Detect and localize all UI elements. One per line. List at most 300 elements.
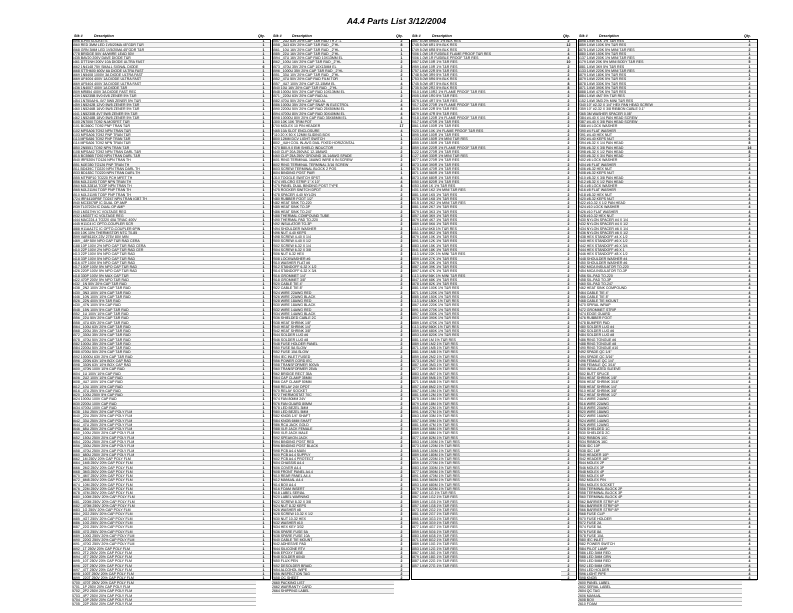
table-row: 6113 1/4W 180K 1% T&R RES [411,299,561,303]
qty-cell: 2 [394,431,409,435]
table-row: 4735 5.0W 2R2 5% BLK RES [411,86,561,90]
qty-cell: 2 [394,521,409,525]
qty-cell: 2 [561,124,576,128]
table-row: 4891 1/4W 270K 1% T&R RES [411,308,561,312]
qty-cell: 1 [256,90,271,94]
qty-cell: 2 [394,65,409,69]
qty-cell: 2 [561,282,576,286]
qty-cell: 2 [394,508,409,512]
qty-cell: 1 [256,94,271,98]
table-row: 5687 _22G 250V 20% CAP POLY FLM [72,525,256,529]
table-row: 4887 1/4W 3M3 1% T&R RES [411,363,561,367]
qty-cell: 2 [561,222,576,226]
table-row: 5693 _2T2 250V 20% CAP POLY FLM [72,551,256,555]
qty-cell: 1 [256,48,271,52]
table-row: 4889 1/4W 5K6 1% T&R RES [411,222,561,226]
qty-cell: 4 [742,478,757,482]
qty-cell: 4 [394,180,409,184]
table-row: 5430 _3N3 100V 10% CAP T&R RAD [72,291,256,295]
qty-cell: 4 [394,112,409,116]
qty-cell: 2 [561,530,576,534]
qty-cell: 2 [561,487,576,491]
table-row: 4867 1/4W 220K 1% T&R RES [411,303,561,307]
table-row: 2478 SPACER 4-40 NYLON [272,193,394,197]
table-row: 6454 1N750A/HL 4V7 5W5 ZENER 5% T&R [72,99,256,103]
qty-cell: 1 [256,321,271,325]
table-row: 4857 1/4W 39M 1% T&R RES [411,419,561,423]
qty-cell: 1 [256,547,271,551]
qty-cell: 1 [256,495,271,499]
table-row: 2586 LED 3MM RED [578,551,742,555]
table-row: 2398 #6-32 X 1/2 PAN HEAD [578,150,742,154]
qty-cell: 8 [561,82,576,86]
qty-cell: 2 [561,547,576,551]
qty-cell: 2 [394,500,409,504]
table-row: 6932 LM337T IC VOLTAGE REG [72,214,256,218]
table-row: 4857 1/4W 27G 1% T&R RES [411,564,561,568]
qty-cell: 2 [394,436,409,440]
qty-cell: 2 [394,282,409,286]
qty-cell: 4 [742,508,757,512]
qty-cell: 1 [394,77,409,81]
qty-cell: 2 [561,73,576,77]
qty-cell: 2 [394,265,409,269]
qty-cell: 1 [256,239,271,243]
table-row: 2388 #4 LOCK WASHER [578,124,742,128]
col2-qty [394,39,409,581]
table-row: 4859 1/4W 270M 1% T&R RES [411,461,561,465]
table-row: 5103 MPSA06 TO92 PNP TRAN T&R [72,133,256,137]
table-row: 2486 HEAT SINK TO-247 [272,210,394,214]
table-row: 2522 WIRE 16AWG [578,414,742,418]
qty-cell: 1 [256,167,271,171]
table-row: 4883 1/4W 4M7 1% T&R RES [411,372,561,376]
table-row: 5571 _220U 63V 20% CAP RAD AL [272,94,394,98]
qty-cell: 2 [561,419,576,423]
table-row: 4877 1/4W 390M 1% T&R RES [411,470,561,474]
qty-cell: 4 [742,542,757,546]
qty-cell: 4 [742,282,757,286]
table-row: 5410 22P 100V 2% NPO CAP T&R RAD CER [72,248,256,252]
qty-cell: 2 [394,193,409,197]
qty-cell: 4 [742,286,757,290]
table-row: 5640 _22U 250V 20% CAP POLY FLM [72,414,256,418]
table-row: 2530 WIRE 18AWG BLACK [272,303,394,307]
table-row: 5678 _47M 250V 20% CAP POLY FLM [72,491,256,495]
qty-cell: 1 [256,214,271,218]
qty-cell: 10 [561,60,576,64]
table-row: 5642 _33U 250V 20% CAP POLY FLM [72,419,256,423]
qty-cell: 2 [561,559,576,563]
table-row: 4877 1/4W 4G7 1% T&R RES [411,525,561,529]
table-row: 3800 12MM DCV LIGHT SWITCH [272,137,394,141]
table-row: 2474 EDGE GUARD [578,312,742,316]
qty-cell: 2 [561,210,576,214]
table-row: 4887 1/4W 22G 1% T&R RES [411,559,561,563]
table-row: 2590 XLR JACK MALE [272,431,394,435]
qty-cell: 2 [561,474,576,478]
table-row: 2570 FUSE HOLDER [578,517,742,521]
qty-cell: 1 [256,372,271,376]
qty-cell: 2 [394,427,409,431]
qty-cell: 2 [561,265,576,269]
qty-cell: 12 [561,43,576,47]
table-row: 4879 1/4W 220K 5% T&R RES [578,77,742,81]
table-row: 2530 SHIELDED 2C [578,431,742,435]
table-row: 4873 1/4W 2G2 1% T&R RES [411,508,561,512]
qty-cell: 4 [742,453,757,457]
table-row: 2576 FAN GUARD 80MM [272,402,394,406]
qty-cell: 2 [394,321,409,325]
qty-cell: 4 [742,299,757,303]
qty-cell: 4 [742,363,757,367]
table-row: 2580 LED BEZEL 5MM [272,410,394,414]
table-row: 5432 _1N 50V 20% CAP T&R RAD [72,282,256,286]
table-row: 4959 1/4W 10R 1% T&R RES [411,65,561,69]
qty-cell: 4 [742,504,757,508]
table-row: 6939 TL072CN IC DUAL OP AMP [72,205,256,209]
table-row: 4849 1/4W 22R 5% T&R RES [411,107,561,111]
table-row: 3802 _4UH COIL IN-AVG DIAL FIXED HORIZONTAL [272,141,394,145]
qty-cell: 2 [394,210,409,214]
col1-qty-header: Qty. [258,34,265,38]
qty-cell: 1 [256,559,271,563]
table-row: 5606 _2U2 100V 10% CAP RAD [72,376,256,380]
table-row: 5674 _10M 250V 20% CAP POLY FLM [72,483,256,487]
qty-cell: 2 [561,112,576,116]
table-row: 5656 _330U 250V 20% CAP POLY FLM [72,444,256,448]
qty-cell: 1 [256,129,271,133]
qty-cell: 4 [742,568,757,572]
table-row: 5604 _1U 100V 10% CAP RAD [72,372,256,376]
table-row: 4871 1/4W 120K 1% T&R RES [411,291,561,295]
table-row: 4889 1/4W 1G5 1% T&R RES [411,500,561,504]
table-row: 2446 HEX STANDOFF #8 X 1/2 [578,252,742,256]
qty-cell: 4 [742,385,757,389]
qty-cell: 2 [394,252,409,256]
table-row: 4749 5.0W 6R8 5% BLK RES [411,48,561,52]
qty-cell: 2 [561,163,576,167]
qty-cell: 2 [394,269,409,273]
table-row: 5686 _10G 250V 20% CAP POLY FLM [72,521,256,525]
table-row: 2470 SPIRAL WRAP [578,303,742,307]
qty-cell: 2 [561,436,576,440]
qty-cell: 2 [394,146,409,150]
table-row: 2554 MOLEX SOCKET [578,483,742,487]
table-row: 6459 1N5242B 12V0 5W5 ZENER 5% T&R [72,103,256,107]
qty-cell: 4 [742,303,757,307]
table-row: 2468 CABLE TIE MOUNT [578,299,742,303]
qty-cell: 1 [256,248,271,252]
table-row: 2540 HEAT SHRINK 1/4" [272,325,394,329]
table-row: 5417 100P 100V 5% NPO CAP T&R RAD [72,265,256,269]
table-row: 4881 1/4W 1K5 1% T&R RES [411,193,561,197]
table-row: 4879 1/4W 10K 1% T&R RES [411,235,561,239]
qty-cell: 4 [742,227,757,231]
qty-cell: 4 [742,389,757,393]
table-row: 6435 BAV20 200V DAVE DIODE T&R [72,56,256,60]
table-row: 5556 _22U 50V 20% CAP T&R RAD [72,316,256,320]
qty-cell: 1 [256,116,271,120]
table-row: 4889 1/4W 1M2 1% T&R RES [411,342,561,346]
table-row: 5430 _47N 100V 5% CAP RAD [72,303,256,307]
qty-cell: 1 [256,43,271,47]
table-row: 2426 #10 FLAT WASHER [578,210,742,214]
table-row: 4891 1/4W 3G9 1% T&R RES [411,521,561,525]
table-row: 2504 SCREW 6-32 X 3/8 [272,248,394,252]
table-row: 5594 4700U 80V 20% CAP RAD 30X40MM EL [272,112,394,116]
qty-cell: 4 [742,517,757,521]
table-row: 4880 1/4W 150K 5% T&R RES [578,52,742,56]
table-row: 2580 IEC INLET [578,538,742,542]
table-row: 5416 47P 100V 5% NPO CAP T&R RAD [72,261,256,265]
qty-cell: 2 [561,303,576,307]
table-row: 2608 BOX [578,598,742,602]
col3-stock-header: Stk # [412,34,421,38]
qty-cell: 2 [561,483,576,487]
table-row: 4883 1/4W 6G8 1% T&R RES [411,534,561,538]
qty-cell: 1 [394,171,409,175]
table-row: 2610 FOAM [578,602,742,606]
table-row: 2528 WIRE 18AWG RED [272,299,394,303]
table-row: 2485 HEAT SINK TO-3P [272,205,394,209]
qty-cell: 4 [742,427,757,431]
qty-cell: 1 [256,419,271,423]
table-row: 5668 _3M3 250V 20% CAP POLY FLM [72,470,256,474]
qty-cell: 1 [256,329,271,333]
table-row: 6113 1/4W 56K 1% MINI T&R RES [411,274,561,278]
qty-cell: 1 [256,107,271,111]
qty-cell: 4 [742,406,757,410]
table-row: 2516 GROMMET 1/4" [272,274,394,278]
table-row: 4957 1/2W 10R 1% T&R RES [411,60,561,64]
qty-cell: 2 [394,538,409,542]
col1-qty [256,39,271,581]
table-row: 6724 IRF4410IPBF TO247 NPN TRAN IGBT TH [72,197,256,201]
qty-cell: 4 [742,188,757,192]
table-row: 3602 RING TERMINAL TERMINAL 3/16 SCREW [272,163,394,167]
qty-cell: 2 [561,176,576,180]
col4-stock-header: Stk # [579,34,588,38]
table-row: 4879 1/4W 18M 1% T&R RES [411,402,561,406]
qty-cell: 2 [394,355,409,359]
qty-cell: 2 [394,444,409,448]
col2-qty-header: Qty. [396,34,403,38]
qty-cell: 1 [256,154,271,158]
col3-qty [561,39,576,581]
qty-cell: 1 [256,500,271,504]
table-row: 2502 SCREW 6-32 X 1/4 [272,244,394,248]
table-row: 5703 _4P7 250V 20% CAP POLY FLM [72,594,256,598]
qty-cell: 2 [561,512,576,516]
table-row: 4881 1/4W 47M 1% T&R RES [411,423,561,427]
table-row: 4895 1/4W 100R 1% T&R RES [411,133,561,137]
table-row: 5600 _470N 100V 10% CAP RAD [72,367,256,371]
qty-cell: 4 [742,316,757,320]
qty-cell: 4 [394,184,409,188]
qty-cell: 1 [256,180,271,184]
table-row: 5612 _10U 100V 10% CAP RAD [72,385,256,389]
table-row: 5108 MPSA42 TO92 NPN TRAN DARL T&R [72,150,256,154]
qty-cell: 1 [256,295,271,299]
qty-cell: 2 [394,372,409,376]
table-row: 2570 RELAY SOCKET [272,389,394,393]
qty-cell: 1 [256,346,271,350]
table-row: 4859 1/4W 5G6 1% T&R RES [411,530,561,534]
table-row: 2548 FUSE HOLDER PANEL [272,342,394,346]
table-row: 2406 #6-32 HEX NUT [578,167,742,171]
qty-cell: 8 [394,43,409,47]
table-row: 2582 POWER SWITCH [578,542,742,546]
qty-cell: 2 [561,146,576,150]
table-row: 2418 #8-32 HEX NUT [578,193,742,197]
qty-cell: 2 [561,440,576,444]
table-row: 5560 RED 3MM LED 1V5/20MA 45°GDR T&R [72,43,256,47]
qty-cell: 2 [561,48,576,52]
table-row: 5701 _1P 250V 20% CAP POLY FLM [72,585,256,589]
table-row: 2604 CHASSIS A4.4 [272,461,394,465]
table-row: 2518 WIRE 20AWG [578,406,742,410]
qty-cell: 1 [256,333,271,337]
qty-cell: 1 [256,286,271,290]
qty-cell: 1 [256,457,271,461]
qty-cell: 1 [256,483,271,487]
qty-cell: 4 [742,572,757,576]
qty-cell: 2 [394,316,409,320]
qty-cell: 2 [394,423,409,427]
qty-cell: 2 [394,86,409,90]
table-row: 2458 SIL-PAD TO-3P [578,278,742,282]
qty-cell: 2 [394,94,409,98]
table-row: 2576 FUSE 8A [578,530,742,534]
table-row: 2594 BINDING POST RED [272,440,394,444]
qty-cell: 1 [256,218,271,222]
table-row: 2560 TERMINAL BLOCK 4P [578,495,742,499]
qty-cell: 2 [561,491,576,495]
qty-cell: 4 [742,487,757,491]
qty-cell: 2 [394,495,409,499]
qty-cell: 2 [561,444,576,448]
qty-cell: 1 [256,188,271,192]
qty-cell: 1 [256,461,271,465]
qty-cell: 1 [256,308,271,312]
qty-cell: 1 [256,257,271,261]
table-row: 2482 HEAT SINK TO-220 [272,201,394,205]
qty-cell: 2 [561,286,576,290]
table-row: 5526 _22N 400V 5% T&R RAD [72,299,256,303]
table-row: 3460 CLIP 25A 250V GROUND 16-14AWG SPADE [272,154,394,158]
table-row: 6113 1/4W 6K8 1% T&R RES [411,227,561,231]
qty-cell: 4 [742,167,757,171]
table-row: 4867 1/4W 10M 1% T&R RES [411,389,561,393]
table-row: 4881 1/4W 2K7 1% T&R RES [411,205,561,209]
table-row: 4745 5.0W 4R7 5% BLK RES [411,82,561,86]
qty-cell: 4 [742,197,757,201]
table-row: 2018 1/4W 120R 1% FLAME PROOF T&R RES [411,116,561,120]
table-row: 4891 1/4W 470M 1% T&R RES [411,474,561,478]
table-row: 6669 UF4004 400V 1A DIODE ULTRA FAST [72,77,256,81]
qty-cell: 1 [256,410,271,414]
table-row: 2486 RING TONGUE #6 [578,338,742,342]
table-row: 2490 RING TONGUE #10 [578,346,742,350]
table-row: 6815 BC556B TO92 NPN TRAN DARL T&R [72,154,256,158]
qty-cell: 1 [256,449,271,453]
table-row: 6113 1/4W 22K 1% MINI T&R RES [411,252,561,256]
table-row: 5683 _1G 250V 20% CAP POLY FLM [72,508,256,512]
table-row: 2438 HEX STANDOFF #4 X 1/2 [578,235,742,239]
qty-cell: 4 [742,410,757,414]
qty-cell: 2 [394,69,409,73]
qty-cell: 2 [394,350,409,354]
table-row: 2532 WIRE 14AWG RED [272,308,394,312]
table-row: 2568 RELAY 24V DPDT [272,385,394,389]
table-row: 5102 MPSA06 TO92 NPN TRAN T&R [72,129,256,133]
qty-cell: 4 [742,218,757,222]
table-row: 2500 INSULATED SLEEVE [578,367,742,371]
qty-cell: 1 [256,393,271,397]
qty-cell: 2 [561,329,576,333]
qty-cell: 2 [561,261,576,265]
table-row: 5469 _.68* 50V NPO CAP T&R RAD CERA [72,239,256,243]
table-row: 2470 B80-9.0 EMI SHIELD INDUCTOR [272,146,394,150]
table-row: 2542 HEAT SHRINK 3/8" [272,329,394,333]
table-row: 6152 1/4W 3M3 2% MINI T&R RES [578,99,742,103]
table-row: 6509 MR854 400V 3A DIODE FAST REC [72,90,256,94]
table-row: 2588 LED 3MM GRN [578,555,742,559]
qty-cell: 1 [256,555,271,559]
col3-desc-header: Description [432,34,452,38]
table-row: 4855 1/4W 22M 1% T&R RES [411,406,561,410]
table-row: 5650 _100U 250V 20% CAP POLY FLM [72,431,256,435]
table-row: 2478 BUMPER PAD [578,321,742,325]
table-row: 2622 SCREW 8-32 X 3/8 [272,500,394,504]
qty-cell: 2 [561,312,576,316]
table-row: 5551 _33U 10V 20% CAP T&R RAD _2"HL [272,73,394,77]
table-row: 4878 1/4W 330K 5% T&R RES [578,82,742,86]
table-row: 2566 BARRIER STRIP 8P [578,508,742,512]
qty-cell: 2 [394,406,409,410]
table-row: 4884 1/4W 4M7 5% T&R RES [578,94,742,98]
qty-cell: 1 [742,52,757,56]
table-row: 2526 WIRE 12AWG [578,423,742,427]
table-row: 2592 SPEAKON JACK [272,436,394,440]
qty-cell: 2 [394,359,409,363]
table-row: 4881 1/4W 2G7 1% T&R RES [411,512,561,516]
table-row: 4873 1/4W 2M7 1% T&R RES [411,359,561,363]
table-row: 2432 NYLON SPACER #4 X 1/2 [578,222,742,226]
qty-cell: 2 [394,478,409,482]
table-row: 2524 WIRE 22AWG RED [272,291,394,295]
table-row: 6461 DTT1NH 200V 10A DIODE ULTRA FAST [72,60,256,64]
table-row: 6560 MJL3281A TO3P NPN TRAN TH [72,184,256,188]
table-row: 2644 SILICONE RTV [272,547,394,551]
table-row: 5689 _100G 250V 20% CAP POLY FLM [72,534,256,538]
qty-cell: 2 [561,274,576,278]
qty-cell: 2 [561,431,576,435]
table-row: 5568 GRN 3MM LED 1V5/20MA 45°GDR T&R [72,48,256,52]
qty-cell: 1 [256,530,271,534]
table-row: 2528 SHIELDED 1C [578,427,742,431]
table-row: 2536 IDC 10P [578,444,742,448]
qty-cell: 2 [394,227,409,231]
table-row: 5100 2N7000 TO92 N-MOSFET T&R [72,120,256,124]
table-row: 5594 _47U 16V 20% CAP RAD 10X13MM EL [272,56,394,60]
qty-cell: 1 [256,478,271,482]
qty-cell: 1 [256,504,271,508]
table-row: 4871 1/4W 560R 1% T&R RES [411,171,561,175]
table-row: 6445 H11C4 IC OPTO-COUPLER SCR [72,222,256,226]
table-row: 2010 1/4W 10R2 1% FLAME PROOF T&R RES [411,90,561,94]
